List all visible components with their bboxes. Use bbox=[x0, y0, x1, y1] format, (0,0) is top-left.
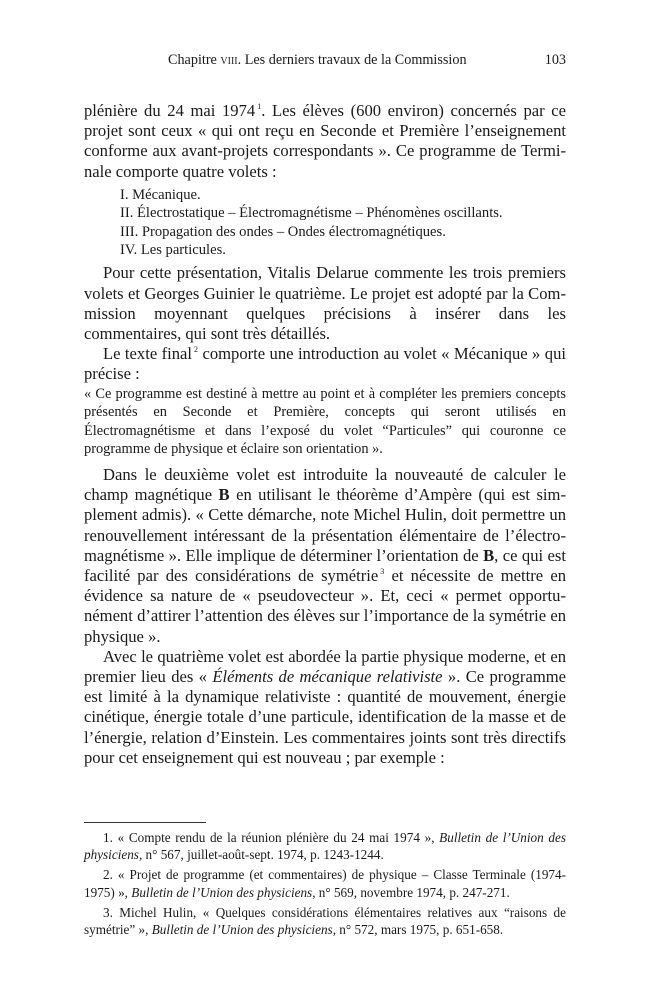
chapter-title bbox=[168, 52, 467, 69]
text: , n° 567, juillet-août-sept. 1974, p. 1243-1244. bbox=[138, 847, 384, 863]
text: 2. « Projet de programme (et commentaires) de physique – Classe Terminale (1974-1975) », bbox=[84, 867, 566, 900]
text: 1. « Compte rendu de la réunion plénière du 24 mai 1974 », bbox=[103, 830, 440, 845]
text: , ce qui est facilité par des considérations de symétrie bbox=[84, 545, 566, 586]
text: comporte une introduction au volet « Mécanique » qui précise : bbox=[84, 344, 566, 384]
list-item: I. Mécanique. bbox=[120, 186, 201, 203]
page-number: 103 bbox=[544, 52, 566, 68]
paragraph-1 bbox=[84, 101, 566, 182]
list-item: II. Électrostatique – Électromagnétisme – Phénomènes oscillants. bbox=[120, 205, 503, 222]
footnote-ref-2[interactable]: 2 bbox=[194, 345, 199, 355]
text: Avec le quatrième volet est abordée la partie physique moderne, et en premier lieu des « bbox=[84, 646, 566, 687]
paragraph-2: Pour cette présentation, Vitalis Delarue commente les trois premiers volets et Georges Guinier le quatrième. Le projet est adopté par la Commission moyennant quelques précisions à insérer dans les commentaires, qui sont très détaillés. bbox=[84, 263, 566, 344]
paragraph-4 bbox=[84, 465, 566, 647]
text: et nécessite de mettre en évidence sa nature de « pseudovecteur ». Et, ceci « permet opportunément d’attirer l’attention des élèves sur l’importance de la symétrie en physique ». bbox=[84, 566, 566, 646]
text: 3. Michel Hulin, « Quelques considérations élémentaires relatives aux “raisons de symétrie” », bbox=[84, 904, 566, 938]
footnote-1 bbox=[84, 829, 566, 863]
text: en utilisant le théorème d’Ampère (qui est simplement admis). « Cette démarche, note Michel Hulin, doit permettre un renouvellement intéressant de la présentation élémentaire de l’électromagnétisme ». Elle implique de déterminer l’orientation de bbox=[84, 485, 566, 565]
journal-title: Bulletin de l’Union des physiciens bbox=[151, 922, 333, 938]
running-header bbox=[84, 52, 566, 72]
text: , n° 569, novembre 1974, p. 247-271. bbox=[312, 884, 510, 900]
italic-title: Éléments de mécanique relativiste bbox=[212, 667, 443, 687]
text: . Les élèves (600 environ) concernés par ce projet sont ceux « qui ont reçu en Seconde et Première l’enseignement conforme aux avant-projets correspondants ». Ce programme de Terminale comporte quatre volets : bbox=[84, 101, 566, 181]
list-item: III. Propagation des ondes – Ondes électromagnétiques. bbox=[120, 223, 446, 240]
volets-list bbox=[120, 186, 566, 260]
text: Le texte final bbox=[103, 344, 193, 364]
paragraph-5 bbox=[84, 647, 566, 768]
footnote-ref-3[interactable]: 3 bbox=[380, 567, 385, 577]
footnote-separator bbox=[84, 822, 206, 823]
chapter-title-text: . Les derniers travaux de la Commission bbox=[237, 52, 467, 68]
footnote-ref-1[interactable]: 1 bbox=[257, 102, 262, 111]
vector-b: B bbox=[218, 485, 230, 505]
main-text bbox=[84, 101, 566, 768]
paragraph-3 bbox=[84, 344, 566, 384]
chapter-prefix: Chapitre bbox=[168, 52, 221, 68]
journal-title: Bulletin de l’Union des physiciens bbox=[131, 884, 313, 900]
text: Dans le deuxième volet est introduite la nouveauté de calculer le champ magnétique bbox=[84, 465, 566, 505]
list-item: IV. Les particules. bbox=[120, 242, 226, 259]
text: ». Ce programme est limité à la dynamique relativiste : quantité de mouvement, énergie cinétique, énergie totale d’une particule, identification de la masse et de l’énergie, relation d’Einstein. Les commentaires joints sont très directifs pour cet enseignement qui est nouveau ; par exemple : bbox=[84, 667, 566, 767]
footnotes bbox=[84, 829, 566, 941]
text: plénière du 24 mai 1974 bbox=[84, 101, 256, 120]
text: , n° 572, mars 1975, p. 651-658. bbox=[332, 922, 504, 938]
vector-b: B bbox=[483, 545, 495, 565]
block-quote: « Ce programme est destiné à mettre au point et à compléter les premiers concepts présentés en Seconde et Première, concepts qui seront utilisés en Électromagnétisme et dans l’exposé du volet “Particules” qui couronne ce programme de physique et éclaire son orientation ». bbox=[84, 385, 566, 458]
footnote-2 bbox=[84, 866, 566, 900]
journal-title: Bulletin de l’Union des physiciens bbox=[84, 830, 566, 863]
footnote-3 bbox=[84, 904, 566, 938]
chapter-number: viii bbox=[220, 52, 238, 68]
